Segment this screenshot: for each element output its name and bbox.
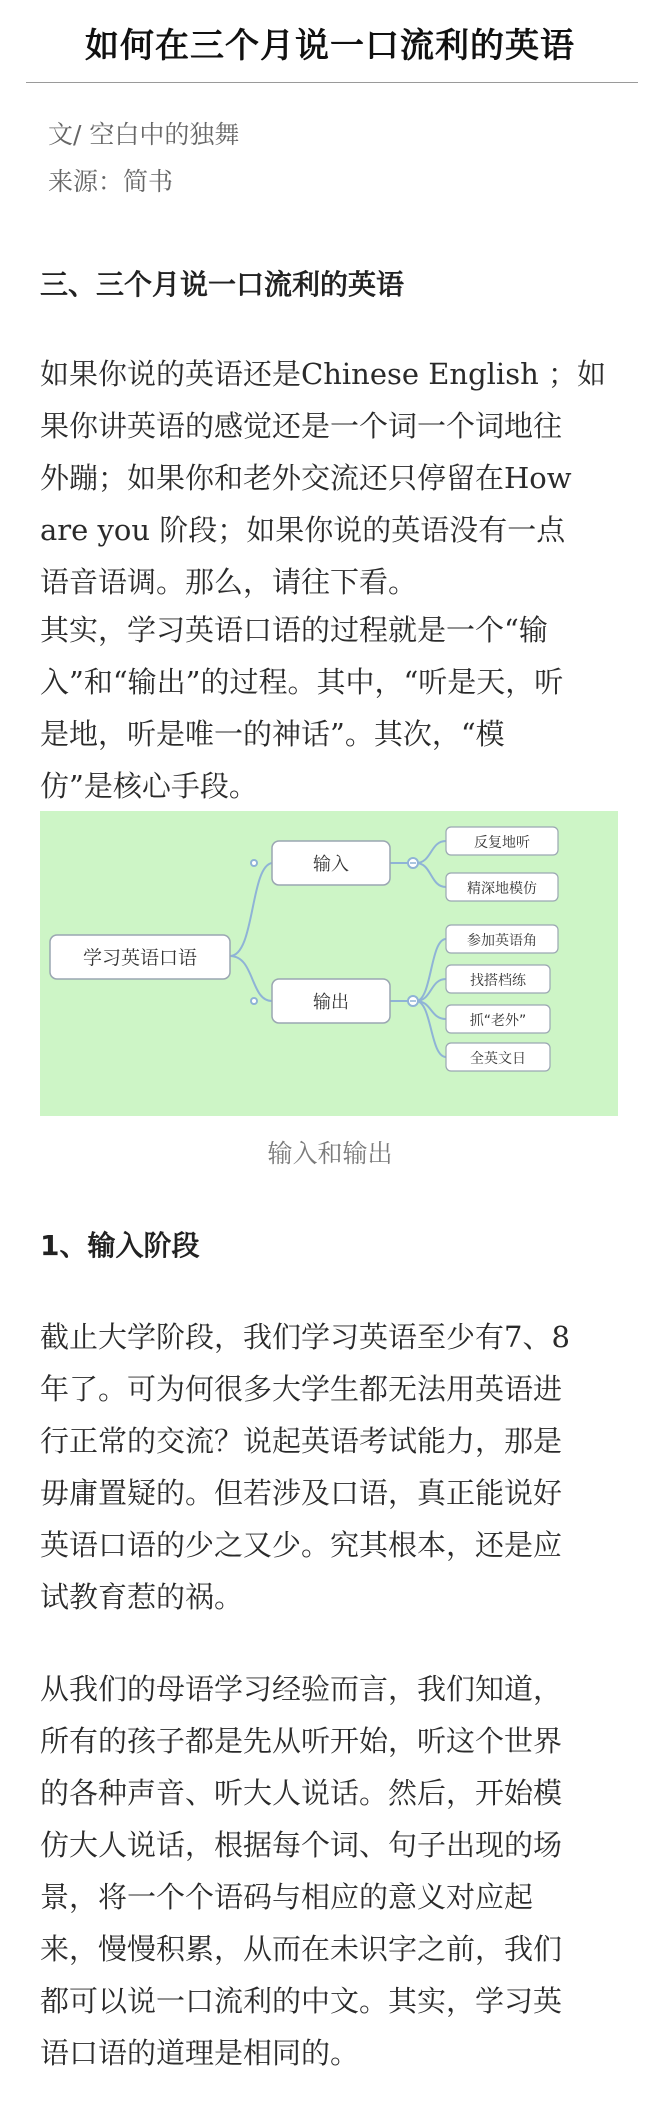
text-line: 景，将一个个语码与相应的意义对应起 (40, 1880, 534, 1914)
mindmap-branch-label: 输出 (313, 992, 349, 1013)
text-line: 果你讲英语的感觉还是一个词一个词地往 (40, 409, 563, 443)
mindmap-leaf-label: 抓“老外” (469, 1013, 527, 1029)
source-line: 来源：简书 (48, 167, 174, 196)
text-line: 截止大学阶段，我们学习英语至少有7、8 (40, 1320, 570, 1354)
text-line: 试教育惹的祸。 (40, 1580, 244, 1614)
connector-output (230, 956, 272, 1001)
section-heading-main: 三、三个月说一口流利的英语 (40, 268, 405, 301)
text-line: 来，慢慢积累，从而在未识字之前，我们 (40, 1932, 563, 1966)
title-divider (26, 82, 638, 83)
mindmap-branch-label: 输入 (313, 854, 349, 875)
mindmap-root-label: 学习英语口语 (82, 947, 198, 969)
text-line: 语音语调。那么，请往下看。 (40, 565, 418, 599)
mindmap-figure (40, 811, 618, 1116)
section-heading-input: 1、输入阶段 (40, 1229, 200, 1262)
mindmap-leaf-label: 参加英语角 (467, 933, 537, 949)
text-line: 其实，学习英语口语的过程就是一个“输 (40, 613, 548, 647)
text-line: 语口语的道理是相同的。 (40, 2036, 360, 2070)
text-line: 仿”是核心手段。 (40, 769, 258, 803)
text-line: 的各种声音、听大人说话。然后，开始模 (40, 1776, 563, 1810)
text-line: 行正常的交流？说起英语考试能力，那是 (40, 1424, 563, 1458)
text-line: 年了。可为何很多大学生都无法用英语进 (40, 1372, 563, 1406)
author-line: 文/ 空白中的独舞 (48, 120, 240, 149)
mindmap-leaf-label: 找搭档练 (470, 973, 526, 989)
text-line: 外蹦；如果你和老外交流还只停留在How (40, 461, 572, 495)
text-line: 入”和“输出”的过程。其中，“听是天，听 (40, 665, 564, 699)
text-line: 从我们的母语学习经验而言，我们知道， (40, 1672, 563, 1706)
text-line: 英语口语的少之又少。究其根本，还是应 (40, 1528, 563, 1562)
text-line: 如果你说的英语还是Chinese English ；如 (40, 357, 606, 391)
text-line: 是地，听是唯一的神话”。其次，“模 (40, 717, 505, 751)
mindmap-svg (40, 811, 618, 1116)
text-line: 都可以说一口流利的中文。其实，学习英 (40, 1984, 563, 2018)
text-line: 所有的孩子都是先从听开始，听这个世界 (40, 1724, 563, 1758)
mindmap-leaf-label: 精深地模仿 (467, 881, 537, 897)
text-line: 仿大人说话，根据每个词、句子出现的场 (40, 1828, 563, 1862)
mindmap-leaf-label: 反复地听 (474, 835, 530, 851)
mindmap-leaf-label: 全英文日 (470, 1051, 526, 1067)
article-title: 如何在三个月说一口流利的英语 (85, 26, 575, 66)
connector-input (230, 863, 272, 956)
figure-caption: 输入和输出 (267, 1139, 393, 1168)
text-line: are you 阶段；如果你说的英语没有一点 (40, 513, 566, 547)
text-line: 毋庸置疑的。但若涉及口语，真正能说好 (40, 1476, 563, 1510)
